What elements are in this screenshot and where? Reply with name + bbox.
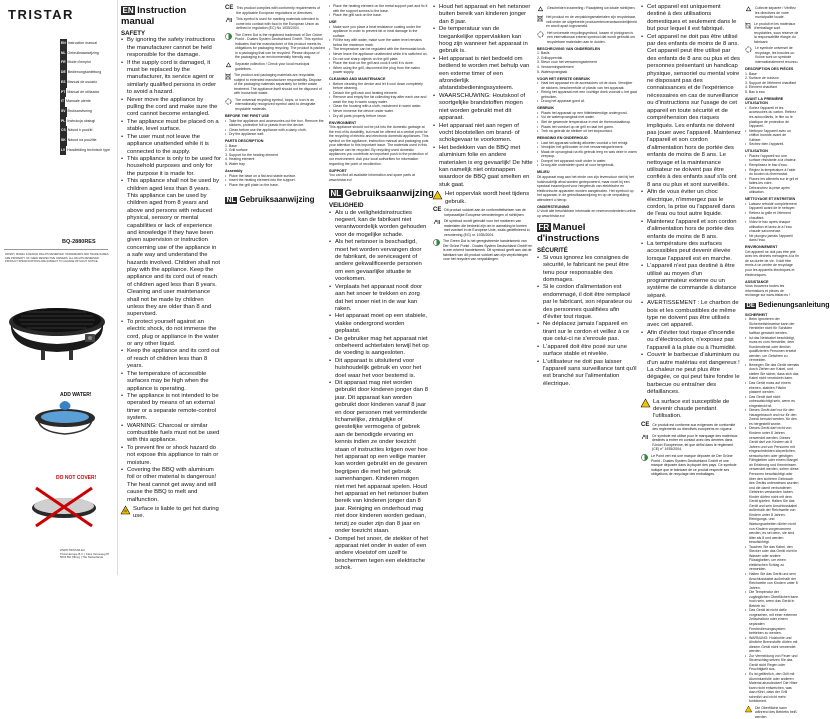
list-item: • Droog alle onderdelen goed af voor hergebruik.	[537, 163, 637, 168]
ce-mark-icon: CE	[641, 421, 650, 428]
crossed-bin-icon	[225, 73, 231, 80]
part-item: 2. Grilloppervlak	[537, 55, 563, 60]
crossed-bin-icon	[537, 15, 543, 22]
list-item: • Das Gerät muss auf einem ebenen, stabilen Fläche platziert werden.	[745, 381, 799, 395]
list-item: • Débranchez la prise après utilisation.	[745, 186, 799, 195]
list-item: • Take the appliance and accessories out the box. Remove the stickers, protective foil or plastic from the device.	[225, 119, 325, 128]
hot-surface-row	[121, 506, 221, 521]
list-item: • Als het netsnoer is beschadigd, moet het worden vervangen door de fabrikant, de serviceagent of andere gekwalificeerde personen om een gevaarlijke situatie te voorkomen.	[329, 239, 429, 283]
nl-column-2	[433, 4, 533, 570]
language-entry: CS Návod k použití	[60, 126, 112, 136]
language-entry: EN Instruction manual	[60, 39, 112, 49]
grill-illustration	[5, 280, 109, 380]
list-item: • Place the grill plate on the base.	[225, 183, 325, 188]
list-item: • Ne plongez jamais l'appareil dans l'eau.	[745, 234, 799, 243]
part-item: 3. Support for the heating element	[225, 152, 278, 157]
list-item: • Place the food on the grill and cook it until it is done.	[329, 61, 429, 66]
list-item: • Droog het apparaat goed af.	[537, 99, 637, 104]
fr-column-2	[641, 4, 741, 570]
list-item: • Verplaats het apparaat nooit door aan het snoer te trekken en zorg dat het snoer niet in de war kan raken.	[329, 284, 429, 314]
list-item: • Retirez la grille et l'élément chauffant.	[745, 211, 799, 220]
list-item: • By ignoring the safety instructions the manufacturer cannot be held responsible for the damage.	[121, 37, 221, 59]
brand-logo: TRISTAR	[8, 7, 74, 22]
list-item: • La température des surfaces accessibles peut devenir élevée lorsque l'appareil est en marche.	[641, 241, 741, 263]
list-item: • Placez l'appareil sur une surface résistante à la chaleur.	[745, 154, 799, 163]
list-item: • The temperature of accessible surfaces may be high when the appliance is operating.	[121, 371, 221, 393]
list-item: • Cet appareil est uniquement destiné à des utilisations domestiques et seulement dans le but pour lequel il est fabriqué.	[641, 4, 741, 34]
list-item: • De gebruiker mag het apparaat niet onbeheerd achterlaten terwijl het op de voeding is aangesloten.	[329, 336, 429, 358]
hot-surface-icon	[121, 506, 130, 514]
cover-divider	[4, 249, 108, 250]
list-item: • L'utilisateur ne doit pas laisser l'appareil sans surveillance tant qu'il est branché sur l'alimentation électrique.	[537, 359, 637, 389]
green-dot-icon	[225, 33, 232, 40]
part-item: 1. Base	[225, 143, 237, 148]
rights-disclaimer: PATENT, MODEL & DESIGN RIGHTS RESERVED. TRADEMARKS AND TRADE NAMES ARE PROPERTY OF THEIR RESPECTIVE OWNERS. ALL RIGHTS RESERVED. PRODUCT SPECIFICATIONS ARE SUBJECT TO CHANGE WITHOUT NOTICE.	[5, 253, 109, 264]
language-entry: ES Manual de usuario	[60, 78, 112, 88]
fr-safety-big: SÉCURITÉ • Si vous ignorez les consignes de sécurité, le fabricant ne peut être tenu pour responsable des dommages. • Si le cordon d'alimentation est endommagé, il doit être remplacé par le fabricant, son réparateur ou des personnes qualifiées afin d'éviter tout risque. • Ne déplacez jamais l'appareil en tirant sur le cordon et veillez à ce que celui-ci ne s'enroule pas. • L'appareil doit être posé sur une surface stable et nivelée. • L'utilisateur ne doit pas laisser l'appareil sans surveillance tant qu'il est branché sur l'alimentation électrique.	[537, 247, 637, 388]
company-address	[60, 549, 108, 560]
food-contact-icon	[433, 219, 441, 225]
food-safe-row: This symbol is used for marking materials intended to come into contact with food in the European Union as defined in regulation (EC) No 1935/2004.	[225, 17, 325, 31]
list-item: • Never leave the appliance unattended while it is switched on.	[329, 52, 429, 57]
list-item: • Remplissez le bac d'eau.	[745, 163, 799, 168]
language-entry: PT Manual de utilizador	[60, 88, 112, 98]
list-item: • Remove and empty the fat collecting tray after each use and wash the tray in warm soapy water.	[329, 95, 429, 104]
list-item: • Place the base on a flat and stable surface.	[225, 174, 325, 179]
address-line: Tristar Europe B.V. | Jules Verneweg 87	[60, 551, 110, 556]
list-item: • Si vous ignorez les consignes de sécurité, le fabricant ne peut être tenu pour responsable des dommages.	[537, 255, 637, 285]
list-item: • Couvrir le barbecue d'aluminium ou d'un autre matériau est dangereux ! La chaleur ne peut plus être dégagée, ce qui peut faire fondre le barbecue ou entraîner des défaillances.	[641, 352, 741, 396]
language-entry: IT Manuale utente	[60, 97, 112, 107]
list-item: • L'appareil n'est pas destiné à être utilisé au moyen d'un programmateur externe ou un système de commande à distance séparé.	[641, 263, 741, 300]
list-item: • Haal het apparaat en de accessoires uit de doos. Verwijder de stickers, beschermfolie of plastic van het apparaat.	[537, 81, 637, 90]
list-item: • Es ist gefährlich, den Grill mit Aluminiumfolie oder anderen Material abzudecken! Die Hitze kann nicht entweichen, was dazu führt, dass der Grill schmilzt und nicht mehr funktioniert.	[745, 672, 799, 704]
part-item: 4. Élément chauffant	[745, 85, 778, 90]
list-item: • Ist das Netzkabel beschädigt, muss es vom Hersteller, dem Kundendienst oder ähnlich qualifizierten Personen ersetzt werden, um Gefahren zu vermeiden.	[745, 336, 799, 363]
part-item: 4. Verwarmingselement	[537, 64, 574, 69]
list-item: • Before cleaning the device and let it cool down completely before cleaning.	[329, 82, 429, 91]
list-item: • Maintenez l'appareil et son cordon d'alimentation hors de portée des enfants de moins de 8 ans.	[641, 219, 741, 241]
part-item: 3. Support de l'élément chauffant	[745, 80, 797, 85]
cover-separator	[117, 0, 118, 575]
list-item: • Das Gerät darf nicht unbeaufsichtigt sein, wenn es eingesteckt ist.	[745, 395, 799, 409]
fr-de-column-content: Collecte séparée / Vérifiez les directives de votre municipalité locale. Le produit et les matériaux d'emballage sont recyclables, sous réserve de la responsabilité élargie du fabricant. Le symbole universel de recyclage, les boucles ou l'icône sont un symbole internationalement reconnu. DESCRIPTION DES PIÈCES 1. Base 2. Surface de cuisson 3. Support de l'élément chauffant 4. Élément chauffant 5. Bac à eau AVANT LA PREMIÈRE UTILISATION • Sortez l'appareil et les accessoires du carton. Retirez les autocollants, le film ou le plastique de protection de l'appareil. • Nettoyez l'appareil avec un chiffon humide avant de l'utiliser. • Séchez bien l'appareil. UTILISATION • Placez l'appareil sur une surface résistante à la chaleur. • Remplissez le bac d'eau. • Réglez la température à l'aide du bouton du thermostat. • Placez les aliments sur le gril et faites-les cuire. • Débranchez la prise après utilisation. NETTOYAGE ET ENTRETIEN • Laissez refroidir complètement l'appareil avant de le nettoyer. • Retirez la grille et l'élément chauffant. • Videz le bac après chaque utilisation et lavez-le à l'eau chaude savonneuse. • Ne plongez jamais l'appareil dans l'eau. ENVIRONNEMENT Cet appareil ne doit pas être jeté avec les déchets ménagers à la fin de sa durée de vie. Il doit être remis à un centre de recyclage pour les appareils électriques et électroniques. ASSISTANCE Vous trouverez toutes les informations et pièces de rechange sur www.tristar.eu ! DE Bedienungsanleitung SICHERHEIT • Beim Ignorieren der Sicherheitshinweise kann der Hersteller nicht für Schäden haftbar gemacht werden. • Ist das Netzkabel beschädigt, muss es vom Hersteller, dem Kundendienst oder ähnlich qualifizierten Personen ersetzt werden, um Gefahren zu vermeiden. • Bewegen Sie das Gerät niemals durch Ziehen am Kabel, und stellen Sie sicher, dass sich das Kabel nicht verwickeln kann. • Das Gerät muss auf einem ebenen, stabilen Fläche platziert werden. • Das Gerät darf nicht unbeaufsichtigt sein, wenn es eingesteckt ist. • Dieses Gerät darf nur für den Hausgebrauch und nur für den Zweck benutzt werden, für den es hergestellt wurde. • Dieses Gerät darf nicht von Kindern unter 8 Jahren verwendet werden. Dieses Gerät darf von Kindern ab 8 Jahren und von Personen mit eingeschränkten körperlichen, sensorischen oder geistigen Fähigkeiten oder einem Mangel an Erfahrung und Kenntnissen verwendet werden, sofern diese Personen beaufsichtigt oder über den sicheren Gebrauch des Geräts unterwiesen wurden und die damit verbundenen Gefahren verstanden haben. Kinder dürfen nicht mit dem Gerät spielen. Halten Sie das Gerät und sein Anschlusskabel außerhalb der Reichweite von Kindern unter 8 Jahren. Reinigungs- und Wartungsarbeiten dürfen nicht von Kindern vorgenommen werden, es sei denn, sie sind älter als 8 und werden beaufsichtigt. • Tauchen Sie das Kabel, den Stecker oder das Gerät nicht in Wasser oder andere Flüssigkeiten, um einen elektrischen Schlag zu vermeiden. • Halten Sie das Gerät und sein Anschlusskabel außerhalb der Reichweite von Kindern unter 8 Jahren. • Die Temperatur der zugänglichen Oberflächen kann hoch sein, wenn das Gerät in Betrieb ist. • Das Gerät ist nicht dafür vorgesehen, mit einer externen Zeitschaltuhr oder einem separaten Fernbedienungssystem betrieben zu werden. • WARNUNG: Holzkohle und ähnliche Brennstoffe dürfen mit diesem Gerät nicht verwendet werden. • Zur Vermeidung von Feuer und Stromschlag setzen Sie das Gerät nicht Regen oder Feuchtigkeit aus. • Es ist gefährlich, den Grill mit Aluminiumfolie oder anderen Material abzudecken! Die Hitze kann nicht entweichen, was dazu führt, dass der Grill schmilzt und nicht mehr funktioniert. Die Oberfläche kann während des Betriebs heiß werden.	[745, 4, 799, 570]
green-dot-row: The Green Dot is the registered trademark of Der Grüne Punkt - Duales System Deutschland GmbH. This symbol indicates that the manufacturer of this product meets its obligations for packaging recycling. The product is packed in a packaging that can be recycled. Please dispose of the packaging in an environmentally friendly way.	[225, 33, 325, 60]
list-item: • Stel de gewenste temperatuur in met de thermostaatknop.	[537, 120, 637, 125]
hot-surface-row: La surface est susceptible de devenir chaude pendant l'utilisation.	[641, 399, 741, 421]
list-item: • Réglez la température à l'aide du bouton du thermostat.	[745, 168, 799, 177]
list-item: • Plaats het apparaat op een hittebestendige ondergrond.	[537, 111, 637, 116]
en-assembly-title: Assembly	[225, 169, 243, 173]
list-item: • Reinig het apparaat met een vochtige doek voordat u het gaat gebruiken.	[537, 90, 637, 99]
cover-column	[0, 0, 114, 575]
list-item: • Het apparaat moet op een stabiele, vlakke ondergrond worden geplaatst.	[329, 313, 429, 335]
language-list	[60, 39, 112, 155]
hot-surface-row: Het oppervlak wordt heet tijdens gebruik.	[433, 191, 533, 206]
food-contact-icon	[225, 17, 233, 23]
language-entry: DE Bedienungsanleitung	[60, 68, 112, 78]
list-item: • Laat het apparaat volledig afkoelen voordat u het reinigt.	[537, 141, 637, 146]
part-item: 2. Grill surface	[225, 148, 248, 153]
list-item: • When using the grill, disconnect the plug from the mains power supply.	[329, 66, 429, 75]
list-item: • Vul de wateropvangbak met water.	[537, 115, 637, 120]
hot-surface-text: Surface is liable to get hot during use.	[133, 506, 219, 520]
list-item: • Halten Sie das Gerät und sein Anschlusskabel außerhalb der Reichweite von Kindern unter 8 Jahren.	[745, 572, 799, 590]
list-item: • Place the grill rack on the base.	[329, 13, 429, 18]
en-before-title: BEFORE THE FIRST USE	[225, 113, 270, 118]
hot-surface-icon	[641, 399, 650, 407]
list-item: • Séchez bien l'appareil.	[745, 142, 799, 147]
address-line: 5015 BH Tilburg | The Netherlands	[60, 555, 103, 560]
list-item: • The appliance is not intended to be operated by means of an external timer or a separate remote-control system.	[121, 393, 221, 423]
hot-surface-row: Die Oberfläche kann während des Betriebs heiß werden.	[745, 706, 799, 719]
do-not-cover-warning: DO NOT COVER!	[56, 475, 97, 481]
list-item: • Bewegen Sie das Gerät niemals durch Ziehen am Kabel, und stellen Sie sicher, dass sich das Kabel nicht verwickeln kann.	[745, 363, 799, 381]
list-item: • To protect yourself against an electric shock, do not immerse the cord, plug or appliance in the water or any other liquid.	[121, 319, 221, 349]
hot-surface-icon	[745, 706, 752, 712]
list-item: • Nettoyez l'appareil avec un chiffon humide avant de l'utiliser.	[745, 129, 799, 143]
green-dot-icon	[641, 454, 648, 461]
list-item: • Das Gerät ist nicht dafür vorgesehen, mit einer externen Zeitschaltuhr oder einem separaten Fernbedienungssystem betrieben zu werden.	[745, 608, 799, 635]
list-item: • Detach the grill rack and heating element.	[329, 91, 429, 96]
en-support-text: You can find all available information and spare parts at www.tristar.eu!	[329, 173, 415, 182]
food-contact-icon	[641, 434, 649, 440]
list-item: • Laissez refroidir complètement l'appareil avant de le nettoyer.	[745, 202, 799, 211]
list-item: • Afin de vous éviter un choc électrique, n'immergez pas le cordon, la prise ou l'appareil dans de l'eau ou tout autre liquide.	[641, 189, 741, 219]
list-item: • Dieses Gerät darf nicht von Kindern unter 8 Jahren verwendet werden. Dieses Gerät darf von Kindern ab 8 Jahren und von Personen mit eingeschränkten körperlichen, sensorischen oder geistigen Fähigkeiten oder einem Mangel an Erfahrung und Kenntnissen verwendet werden, sofern diese Personen beaufsichtigt oder über den sicheren Gebrauch des Geräts unterwiesen wurden und die damit verbundenen Gefahren verstanden haben. Kinder dürfen nicht mit dem Gerät spielen. Halten Sie das Gerät und sein Anschlusskabel außerhalb der Reichweite von Kindern unter 8 Jahren. Reinigungs- und Wartungsarbeiten dürfen nicht von Kindern vorgenommen werden, es sei denn, sie sind älter als 8 und werden beaufsichtigt.	[745, 426, 799, 544]
fr-heading: FR Manuel d'instructions	[537, 222, 600, 245]
nl-heading-small: NL Gebruiksaanwijzing	[226, 195, 315, 205]
list-item: • Het apparaat niet aan regen of vocht blootstellen om brand- of schokgevaar te voorkomen.	[433, 123, 533, 145]
list-item: • Tauchen Sie das Kabel, den Stecker oder das Gerät nicht in Wasser oder andere Flüssigkeiten, um einen elektrischen Schlag zu vermeiden.	[745, 545, 799, 572]
green-dot-icon	[433, 239, 440, 246]
en-env-title: ENVIRONMENT	[329, 120, 357, 125]
list-item: • This appliance is only to be used for household purposes and only for the purpose it is made for.	[121, 156, 221, 178]
language-entry: NL Gebruiksaanwijzing	[60, 49, 112, 59]
list-item: • Never move the appliance by pulling the cord and make sure the cord cannot become entangled.	[121, 97, 221, 119]
en-support-title: SUPPORT	[329, 168, 347, 173]
de-heading: DE Bedienungsanleitung	[746, 301, 830, 309]
part-item: 5. Bac à eau	[745, 89, 765, 94]
part-item: 3. Steun voor het verwarmingselement	[537, 60, 597, 65]
separate-collection-row: Separate collection / Check your local municipal guidelines.	[225, 62, 325, 71]
list-item: • Houd het apparaat en het netsnoer buiten bereik van kinderen jonger dan 8 jaar.	[433, 4, 533, 26]
recycling-symbol-row: The universal recycling symbol, loops, or icon is an internationally recognized symbol used to designate recyclable materials.	[225, 98, 325, 112]
list-item: • Fill the tray with water, make sure the water level remains below the maximum mark.	[329, 38, 429, 47]
en-parts-title: PARTS DESCRIPTION	[225, 139, 264, 144]
list-item: • Clean the housing with a cloth, moistened in warm water.	[329, 104, 429, 109]
list-item: • Dit apparaat mag niet worden gebruikt door kinderen jonger dan 8 jaar. Dit apparaat kan worden gebruikt door kinderen vanaf 8 jaar en door personen met verminderde lichamelijke, zintuiglijke of geestelijke vermogens of gebrek aan de benodigde ervaring en kennis indien ze onder toezicht staan of instructies krijgen over hoe het apparaat op een veilige manier kan worden gebruikt en de gevaren begrijpen die met het gebruik samenhangen. Kinderen mogen niet met het apparaat spelen. Houd het apparaat en het netsnoer buiten bereik van kinderen jonger dan 8 jaar. Reiniging en onderhoud mag niet door kinderen worden gedaan, tenzij ze ouder zijn dan 8 jaar en onder toezicht staan.	[329, 380, 429, 536]
en-env-text: This appliance should not be put into the domestic garbage at the end of its durability, but must be offered at a central point for the recycling of electric and electronic domestic appliances. This symbol on the appliance, instruction manual and packaging puts your attention to this important issue. The materials used in this appliance can be recycled. By recycling used domestic appliances you contribute an important push to the protection of our environment. Ask your local authorities for information regarding the point of recollection.	[329, 125, 429, 166]
language-entry: SV Bruksanvisning	[60, 107, 112, 117]
list-item: • Dompel het apparaat nooit onder in water.	[537, 159, 637, 164]
nl-heading: NL Gebruiksaanwijzing	[330, 188, 434, 200]
part-item: 1. Basis	[537, 51, 550, 56]
list-item: • Als u de veiligheidsinstructies negeert, kan de fabrikant niet verantwoordelijk worden gehouden voor de mogelijke schade.	[329, 210, 429, 240]
recycle-icon	[745, 6, 752, 13]
water-tray-icon	[30, 400, 100, 445]
list-item: • The temperature can be regulated with the thermostat knob.	[329, 47, 429, 52]
list-item: • L'appareil doit être posé sur une surface stable et nivelée.	[537, 344, 637, 359]
list-item: • Het apparaat is niet bedoeld om bediend te worden met behulp van een externe timer of een afzonderlijk afstandsbedieningssysteem.	[433, 56, 533, 93]
list-item: • Dry all parts properly before reuse.	[329, 114, 429, 119]
list-item: • Insert the heating element into the support.	[225, 178, 325, 183]
nl-symbols: CE Dit product voldoet aan de conformiteitseisen van de toepasselijke Europese verordeningen of richtlijnen. Dit symbool wordt gebruikt voor het markeren van materialen die bedoeld zijn om in aanraking te komen met voedsel in de Europese Unie, zoals gedefinieerd in verordening (EG) nr. 1935/2004. The Green Dot is het geregistreerde handelsmerk van Der Grüne Punkt - Duales System Deutschland GmbH en is een erkend handelsmerk. Dit symbool geeft aan dat de fabrikant van dit product voldoet aan zijn verplichtingen voor het recyclen van verpakkingen.	[433, 206, 533, 262]
list-item: • Verwijder het grillrooster en het verwarmingselement.	[537, 145, 637, 150]
list-item: • Cet appareil ne doit pas être utilisé par des enfants de moins de 8 ans. Cet appareil peut être utilisé par des enfants de 8 ans ou plus et des personnes présentant un handicap physique, sensoriel ou mental voire ne disposant pas des connaissances et de l'expérience nécessaires en cas de surveillance ou d'instructions sur l'usage de cet appareil en toute sécurité et de compréhension des risques impliqués. Les enfants ne doivent pas jouer avec l'appareil. Maintenez l'appareil et son cordon d'alimentation hors de portée des enfants de moins de 8 ans. Le nettoyage et la maintenance utilisateur ne doivent pas être confiés à des enfants sauf s'ils ont 8 ans ou plus et sont surveillés.	[641, 34, 741, 190]
en-safety-title: SAFETY	[121, 30, 146, 37]
no-foil-icon	[26, 482, 102, 532]
list-item: • This appliance shall not be used by children aged less than 8 years. This appliance can be used by children aged from 8 years and above and persons with reduced physical, sensory or mental capabilities or lack of experience and knowledge if they have been given supervision or instruction concerning use of the appliance in a safe way and understand the hazards involved. Children shall not play with the appliance. Keep the appliance and its cord out of reach of children aged less than 8 years. Cleaning and user maintenance shall not be made by children unless they are older than 8 and supervised.	[121, 178, 221, 319]
list-item: • Dit apparaat is uitsluitend voor huishoudelijk gebruik en voor het doel waar het voor bestemd is.	[329, 358, 429, 380]
crossed-bin-icon	[745, 22, 751, 29]
list-item: • Dry the appliance well.	[225, 132, 325, 137]
list-item: • Ne déplacez jamais l'appareil en tirant sur le cordon et veillez à ce que celui-ci ne s'enroule pas.	[537, 321, 637, 343]
list-item: • Videz le bac après chaque utilisation et lavez-le à l'eau chaude savonneuse.	[745, 220, 799, 234]
list-item: • Het bedekken van de BBQ met aluminium folie en andere materialen is erg gevaarlijk! De hitte kan namelijk niet ontsnappen waardoor de BBQ gaat smelten en stuk gaat.	[433, 145, 533, 189]
part-item: 2. Surface de cuisson	[745, 76, 779, 81]
list-item: • Do not use sharp objects on the grill plate.	[329, 57, 429, 62]
en-column-3	[329, 4, 434, 572]
mobius-loop-icon	[745, 46, 752, 53]
en-use-title: USE	[329, 20, 337, 25]
part-item: 1. Base	[745, 71, 757, 76]
model-number: BQ-2880RES	[62, 239, 96, 245]
mobius-loop-icon	[537, 31, 544, 38]
fr-symbols: CE Ce produit est conforme aux exigences de conformité des règlements ou directives européens en vigueur. Ce symbole est utilisé pour le marquage des matériaux destinés à entrer en contact avec des denrées dans l'Union Européenne, tel que défini dans le règlement (CE) n° 1935/2004. Le Point vert est une marque déposée de Der Grüne Punkt - Duales System Deutschland GmbH et une marque déposée dans la plupart des pays. Ce symbole indique que le fabricant de ce produit respecte ses obligations de recyclage des emballages.	[641, 421, 738, 477]
language-entry: FR Mode d'emploi	[60, 58, 112, 68]
weee-row: The product and packaging materials are recyclable, subject to extended manufacturer responsibility. Dispose of the packaging materials separately for better waste treatment. The appliance itself should not be disposed of with household waste.	[225, 73, 325, 96]
list-item: • Zur Vermeidung von Feuer und Stromschlag setzen Sie das Gerät nicht Regen oder Feuchtigkeit aus.	[745, 654, 799, 672]
list-item: • To prevent fire or shock hazard do not expose this appliance to rain or moisture.	[121, 445, 221, 467]
list-item: • The appliance must be placed on a stable, level surface.	[121, 119, 221, 134]
list-item: • Dieses Gerät darf nur für den Hausgebrauch und nur für den Zweck benutzt werden, für den es hergestellt wurde.	[745, 408, 799, 426]
table-grill-icon	[5, 280, 109, 380]
recycle-icon	[225, 62, 232, 69]
list-item: • The user must not leave the appliance unattended while it is connected to the supply.	[121, 134, 221, 156]
en-heading: EN Instruction manual	[121, 5, 187, 27]
language-entry: SK Návod na použitie	[60, 136, 112, 146]
list-item: • WARNING: Charcoal or similar combustible fuels must not be used with this appliance.	[121, 423, 221, 445]
mobius-loop-icon	[225, 98, 232, 105]
list-item: • De temperatuur van de toegankelijke oppervlakken kan hoog zijn wanneer het apparaat in gebruik is.	[433, 26, 533, 56]
hot-surface-icon	[433, 191, 442, 199]
list-item: • Keep the appliance and its cord out of reach of children less than 8 years.	[121, 348, 221, 370]
list-item: • Maak de opvangbak na elk gebruik leeg en was deze in warm zeepsop.	[537, 150, 637, 159]
en-column-1	[121, 4, 221, 570]
list-item: • Si le cordon d'alimentation est endommagé, il doit être remplacé par le fabricant, son réparateur ou des personnes qualifiées afin d'éviter tout risque.	[537, 284, 637, 321]
list-item: • Place the heating element on the metal support part and fix it with the support screws to the base.	[329, 4, 429, 13]
list-item: • Afin d'éviter tout risque d'incendie ou d'électrocution, n'exposez pas l'appareil à la pluie ou à l'humidité.	[641, 330, 741, 352]
list-item: • Placez les aliments sur le gril et faites-les cuire.	[745, 177, 799, 186]
part-item: 4. Heating element	[225, 157, 255, 162]
list-item: • Clean before use the appliance with a damp cloth.	[225, 128, 325, 133]
list-item: • Never immerse the device under water.	[329, 109, 429, 114]
ce-mark-icon: CE	[225, 5, 234, 11]
nl-safety-big: VEILIGHEID • Als u de veiligheidsinstructies negeert, kan de fabrikant niet verantwoordelijk worden gehouden voor de mogelijke schade. • Als het netsnoer is beschadigd, moet het worden vervangen door de fabrikant, de serviceagent of andere gekwalificeerde personen om een gevaarlijke situatie te voorkomen. • Verplaats het apparaat nooit door aan het snoer te trekken en zorg dat het snoer niet in de war kan raken. • Het apparaat moet op een stabiele, vlakke ondergrond worden geplaatst. • De gebruiker mag het apparaat niet onbeheerd achterlaten terwijl het op de voeding is aangesloten. • Dit apparaat is uitsluitend voor huishoudelijk gebruik en voor het doel waar het voor bestemd is. • Dit apparaat mag niet worden gebruikt door kinderen jonger dan 8 jaar. Dit apparaat kan worden gebruikt door kinderen vanaf 8 jaar en door personen met verminderde lichamelijke, zintuiglijke of geestelijke vermogens of gebrek aan de benodigde ervaring en kennis indien ze onder toezicht staan of instructies krijgen over hoe het apparaat op een veilige manier kan worden gebruikt en de gevaren begrijpen die met het gebruik samenhangen. Kinderen mogen niet met het apparaat spelen. Houd het apparaat en het netsnoer buiten bereik van kinderen jonger dan 8 jaar. Reiniging en onderhoud mag niet door kinderen worden gedaan, tenzij ze ouder zijn dan 8 jaar en onder toezicht staan. • Dompel het snoer, de stekker of het apparaat niet onder in water of een andere vloeistof om uzelf te beschermen tegen een elektrische schok.	[329, 202, 429, 572]
list-item: • AVERTISSEMENT : Le charbon de bois et les combustibles de même type ne doivent pas être utilisés avec cet appareil.	[641, 300, 741, 330]
language-entry: LV Handleiding technisch type	[60, 146, 112, 156]
language-entry: PL Instrukcja obsługi	[60, 117, 112, 127]
nl-fr-column: Gescheiden inzameling / Raadpleeg uw lokale richtlijnen. Het product en de verpakkingsmaterialen zijn recyclebaar, valt onder de uitgebreide producentenverantwoordelijkheid en wordt apart ingezameld. Het universele recyclingsymbool, lussen of pictogram is een internationaal erkend symbool dat wordt gebruikt om recyclebare materialen aan te duiden. BESCHRIJVING VAN ONDERDELEN 1. Basis 2. Grilloppervlak 3. Steun voor het verwarmingselement 4. Verwarmingselement 5. Wateropvangbak VOOR HET EERSTE GEBRUIK • Haal het apparaat en de accessoires uit de doos. Verwijder de stickers, beschermfolie of plastic van het apparaat. • Reinig het apparaat met een vochtige doek voordat u het gaat gebruiken. • Droog het apparaat goed af. GEBRUIK • Plaats het apparaat op een hittebestendige ondergrond. • Vul de wateropvangbak met water. • Stel de gewenste temperatuur in met de thermostaatknop. • Plaats het voedsel op de grill en laat het garen. • Trek na gebruik de stekker uit het stopcontact. REINIGING EN ONDERHOUD • Laat het apparaat volledig afkoelen voordat u het reinigt. • Verwijder het grillrooster en het verwarmingselement. • Maak de opvangbak na elk gebruik leeg en was deze in warm zeepsop. • Dompel het apparaat nooit onder in water. • Droog alle onderdelen goed af voor hergebruik. MILIEU Dit apparaat mag aan het einde van zijn levensduur niet bij het huishoudelijk afval worden gedeponeerd, maar moet bij een speciaal inzamelpunt voor hergebruik van elektrische en elektronische apparaten worden aangeboden. Het symbool op het apparaat, in de gebruiksaanwijzing en op de verpakking attendeert u hierop. ONDERSTEUNING U vindt alle beschikbare informatie en reserveonderdelen online op www.tristar.eu! FR Manuel d'instructions SÉCURITÉ • Si vous ignorez les consignes de sécurité, le fabricant ne peut être tenu pour responsable des dommages. • Si le cordon d'alimentation est endommagé, il doit être remplacé par le fabricant, son réparateur ou des personnes qualifiées afin d'éviter tout risque. • Ne déplacez jamais l'appareil en tirant sur le cordon et veillez à ce que celui-ci ne s'enroule pas. • L'appareil doit être posé sur une surface stable et nivelée. • L'utilisateur ne doit pas laisser l'appareil sans surveillance tant qu'il est branché sur l'alimentation électrique.	[537, 4, 637, 570]
part-item: 5. Wateropvangbak	[537, 69, 568, 74]
en-column-2	[225, 4, 325, 570]
website-link[interactable]: WWW.TRISTAR.EU	[60, 548, 85, 552]
list-item: • Beim Ignorieren der Sicherheitshinweise kann der Hersteller nicht für Schäden haftbar gemacht werden.	[745, 317, 799, 335]
list-item: • Dompel het snoer, de stekker of het apparaat niet onder in water of een andere vloeistof om uzelf te beschermen tegen een elektrische schok.	[329, 536, 429, 573]
list-item: • WARNUNG: Holzkohle und ähnliche Brennstoffe dürfen mit diesem Gerät nicht verwendet werden.	[745, 636, 799, 654]
list-item: • Make sure you place a heat resistance coating under the appliance in order to prevent fat or heat damage to the surface.	[329, 25, 429, 39]
list-item: • Trek na gebruik de stekker uit het stopcontact.	[537, 129, 637, 134]
list-item: • If the supply cord is damaged, it must be replaced by the manufacturer, its service agent or similarly qualified persons in order to avoid a hazard.	[121, 60, 221, 97]
ce-mark-icon: CE	[433, 206, 442, 213]
ce-row: CE This product complies with conformity requirements of the applicable European regulations or directives.	[225, 5, 320, 15]
recycle-icon	[537, 6, 544, 13]
list-item: • Sortez l'appareil et les accessoires du carton. Retirez les autocollants, le film ou le plastique de protection de l'appareil.	[745, 106, 799, 129]
add-water-warning: ADD WATER!	[60, 392, 92, 398]
en-cleaning-title: CLEANING AND MAINTENANCE	[329, 77, 386, 82]
list-item: • Covering the BBQ with aluminum foil or other material is dangerous! The heat cannot get away and will cause the BBQ to melt and malfunction.	[121, 467, 221, 504]
part-item: 5. Water tray	[225, 161, 245, 166]
list-item: • WAARSCHUWING: Houtskool of soortgelijke brandstoffen mogen niet worden gebruikt met dit apparaat.	[433, 93, 533, 123]
list-item: • Plaats het voedsel op de grill en laat het garen.	[537, 125, 637, 130]
list-item: • Die Temperatur der zugänglichen Oberflächen kann hoch sein, wenn das Gerät in Betrieb ist.	[745, 590, 799, 608]
